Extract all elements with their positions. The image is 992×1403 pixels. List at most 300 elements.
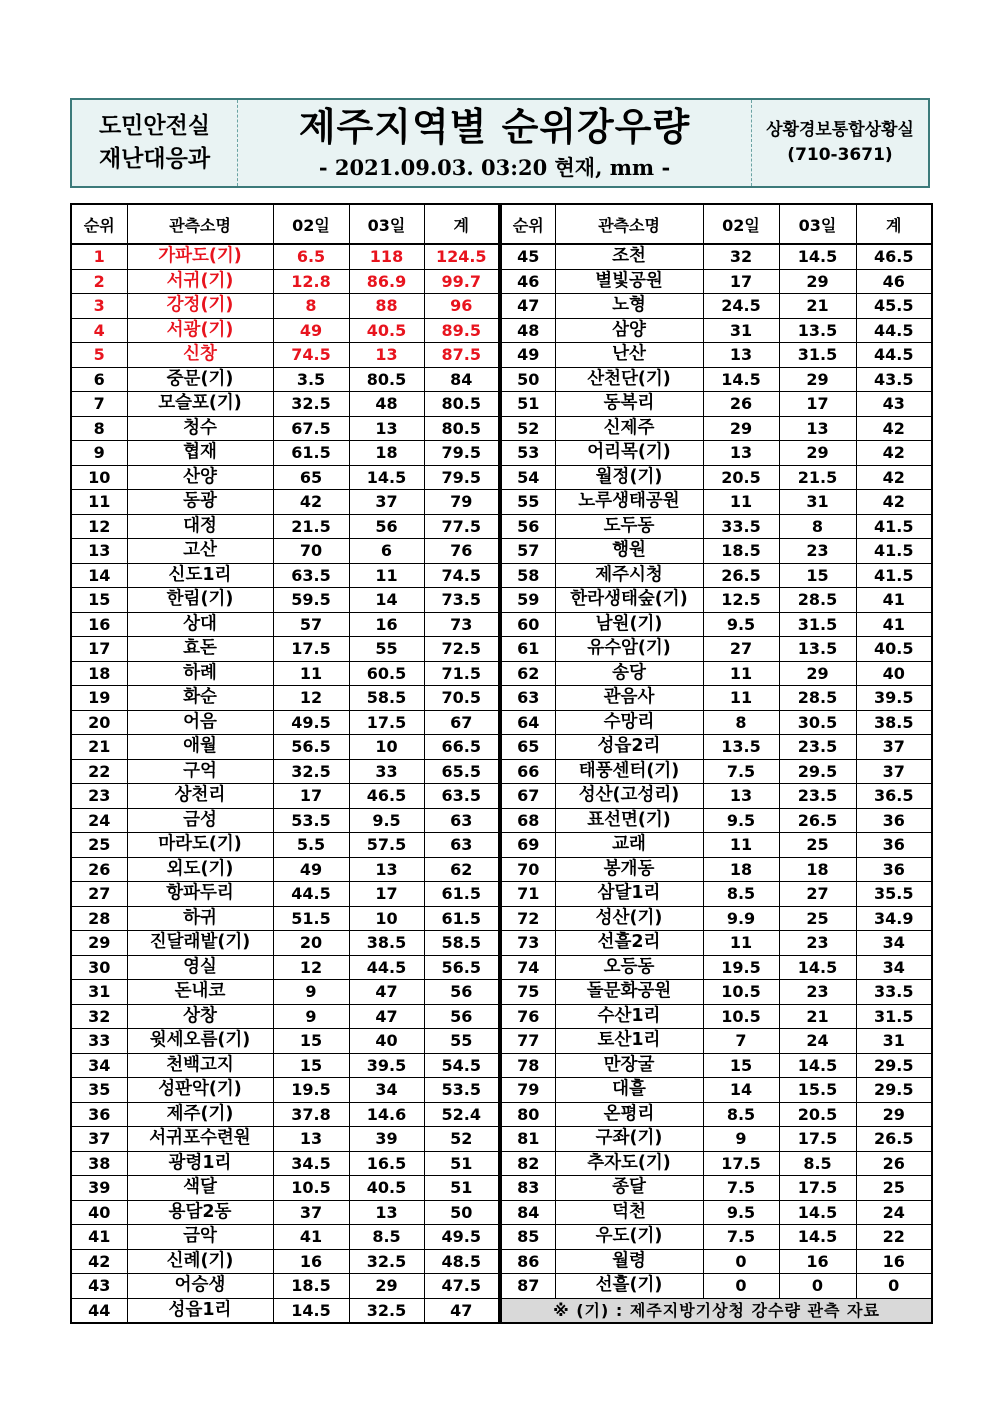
rank-cell: 49 (501, 343, 555, 368)
total-rainfall-cell: 51 (424, 1151, 499, 1176)
table-row (71, 759, 499, 784)
day2-rainfall-cell: 16 (349, 612, 424, 637)
total-rainfall-cell: 67 (424, 710, 499, 735)
station-name-cell: 청수 (127, 416, 273, 441)
table-row (71, 931, 499, 956)
day2-rainfall-cell: 15.5 (779, 1078, 856, 1103)
day2-rainfall-cell: 14.6 (349, 1102, 424, 1127)
table-body-right (501, 244, 932, 1323)
station-name-cell: 덕천 (555, 1200, 703, 1225)
total-rainfall-cell: 36 (856, 857, 932, 882)
table-row (501, 931, 932, 956)
page-title: 제주지역별 순위강우량 (298, 105, 691, 149)
table-row (501, 416, 932, 441)
station-name-cell: 고산 (127, 539, 273, 564)
day2-rainfall-cell: 31.5 (779, 343, 856, 368)
station-name-cell: 온평리 (555, 1102, 703, 1127)
rank-cell: 66 (501, 759, 555, 784)
total-rainfall-cell: 16 (856, 1249, 932, 1274)
total-rainfall-cell: 65.5 (424, 759, 499, 784)
rank-cell: 39 (71, 1176, 127, 1201)
col-day1-header: 02일 (273, 204, 349, 244)
day1-rainfall-cell: 19.5 (703, 955, 779, 980)
total-rainfall-cell: 56 (424, 980, 499, 1005)
total-rainfall-cell: 45.5 (856, 294, 932, 319)
day1-rainfall-cell: 20 (273, 931, 349, 956)
table-row (501, 661, 932, 686)
total-rainfall-cell: 35.5 (856, 882, 932, 907)
table-row (71, 1298, 499, 1323)
rank-cell: 31 (71, 980, 127, 1005)
table-row (71, 588, 499, 613)
total-rainfall-cell: 55 (424, 1029, 499, 1054)
day1-rainfall-cell: 3.5 (273, 367, 349, 392)
rank-cell: 38 (71, 1151, 127, 1176)
day2-rainfall-cell: 17.5 (779, 1176, 856, 1201)
day1-rainfall-cell: 12.8 (273, 269, 349, 294)
day2-rainfall-cell: 48 (349, 392, 424, 417)
station-name-cell: 어리목(기) (555, 441, 703, 466)
day1-rainfall-cell: 27 (703, 637, 779, 662)
day2-rainfall-cell: 46.5 (349, 784, 424, 809)
table-row (501, 1151, 932, 1176)
day2-rainfall-cell: 23 (779, 980, 856, 1005)
total-rainfall-cell: 42 (856, 490, 932, 515)
day2-rainfall-cell: 32.5 (349, 1249, 424, 1274)
day2-rainfall-cell: 29 (349, 1274, 424, 1299)
day2-rainfall-cell: 23.5 (779, 735, 856, 760)
rank-cell: 73 (501, 931, 555, 956)
total-rainfall-cell: 53.5 (424, 1078, 499, 1103)
total-rainfall-cell: 50 (424, 1200, 499, 1225)
day2-rainfall-cell: 26.5 (779, 808, 856, 833)
total-rainfall-cell: 58.5 (424, 931, 499, 956)
total-rainfall-cell: 84 (424, 367, 499, 392)
col-total-header: 계 (424, 204, 499, 244)
station-name-cell: 산천단(기) (555, 367, 703, 392)
table-row (501, 367, 932, 392)
department-line-1: 도민안전실 (98, 113, 211, 139)
rank-cell: 12 (71, 514, 127, 539)
rank-cell: 63 (501, 686, 555, 711)
rank-cell: 23 (71, 784, 127, 809)
total-rainfall-cell: 56 (424, 1004, 499, 1029)
day1-rainfall-cell: 12 (273, 686, 349, 711)
station-name-cell: 월정(기) (555, 465, 703, 490)
rank-cell: 28 (71, 906, 127, 931)
day1-rainfall-cell: 21.5 (273, 514, 349, 539)
day2-rainfall-cell: 13 (349, 857, 424, 882)
total-rainfall-cell: 42 (856, 465, 932, 490)
total-rainfall-cell: 33.5 (856, 980, 932, 1005)
day1-rainfall-cell: 13.5 (703, 735, 779, 760)
day2-rainfall-cell: 27 (779, 882, 856, 907)
total-rainfall-cell: 52 (424, 1127, 499, 1152)
rank-cell: 43 (71, 1274, 127, 1299)
day1-rainfall-cell: 0 (703, 1274, 779, 1299)
day2-rainfall-cell: 44.5 (349, 955, 424, 980)
day2-rainfall-cell: 56 (349, 514, 424, 539)
station-name-cell: 돌문화공원 (555, 980, 703, 1005)
station-name-cell: 천백고지 (127, 1053, 273, 1078)
station-name-cell: 외도(기) (127, 857, 273, 882)
station-name-cell: 우도(기) (555, 1225, 703, 1250)
rank-cell: 67 (501, 784, 555, 809)
station-name-cell: 금악 (127, 1225, 273, 1250)
rank-cell: 68 (501, 808, 555, 833)
rank-cell: 10 (71, 465, 127, 490)
station-name-cell: 수망리 (555, 710, 703, 735)
day2-rainfall-cell: 37 (349, 490, 424, 515)
col-rank-header: 순위 (501, 204, 555, 244)
day2-rainfall-cell: 28.5 (779, 588, 856, 613)
table-row (501, 269, 932, 294)
col-day1-header: 02일 (703, 204, 779, 244)
day1-rainfall-cell: 15 (703, 1053, 779, 1078)
table-row (501, 735, 932, 760)
rank-cell: 5 (71, 343, 127, 368)
total-rainfall-cell: 44.5 (856, 318, 932, 343)
rank-cell: 41 (71, 1225, 127, 1250)
station-name-cell: 화순 (127, 686, 273, 711)
report-header (70, 98, 930, 188)
footnote: ※ (기) : 제주지방기상청 강수량 관측 자료 (501, 1298, 932, 1323)
station-name-cell: 신제주 (555, 416, 703, 441)
table-row (501, 294, 932, 319)
day2-rainfall-cell: 58.5 (349, 686, 424, 711)
station-name-cell: 상창 (127, 1004, 273, 1029)
total-rainfall-cell: 74.5 (424, 563, 499, 588)
total-rainfall-cell: 29.5 (856, 1053, 932, 1078)
day1-rainfall-cell: 18 (703, 857, 779, 882)
station-name-cell: 가파도(기) (127, 244, 273, 269)
total-rainfall-cell: 22 (856, 1225, 932, 1250)
station-name-cell: 협재 (127, 441, 273, 466)
page-subtitle: - 2021.09.03. 03:20 현재, mm - (318, 155, 671, 180)
day2-rainfall-cell: 38.5 (349, 931, 424, 956)
title-block (238, 100, 752, 186)
day2-rainfall-cell: 0 (779, 1274, 856, 1299)
table-row (71, 980, 499, 1005)
department-block (72, 100, 238, 186)
rank-cell: 61 (501, 637, 555, 662)
rank-cell: 21 (71, 735, 127, 760)
day1-rainfall-cell: 44.5 (273, 882, 349, 907)
day2-rainfall-cell: 24 (779, 1029, 856, 1054)
table-header-row (501, 204, 932, 244)
rank-cell: 27 (71, 882, 127, 907)
station-name-cell: 서귀(기) (127, 269, 273, 294)
station-name-cell: 제주시청 (555, 563, 703, 588)
total-rainfall-cell: 34 (856, 955, 932, 980)
day1-rainfall-cell: 9 (273, 980, 349, 1005)
office-phone: (710-3671) (787, 145, 893, 165)
table-row (501, 1274, 932, 1299)
total-rainfall-cell: 79.5 (424, 465, 499, 490)
rank-cell: 56 (501, 514, 555, 539)
total-rainfall-cell: 41.5 (856, 563, 932, 588)
day1-rainfall-cell: 32.5 (273, 392, 349, 417)
rank-cell: 78 (501, 1053, 555, 1078)
day1-rainfall-cell: 10.5 (703, 1004, 779, 1029)
day2-rainfall-cell: 17 (349, 882, 424, 907)
day1-rainfall-cell: 11 (273, 661, 349, 686)
rank-cell: 48 (501, 318, 555, 343)
day2-rainfall-cell: 30.5 (779, 710, 856, 735)
station-name-cell: 신례(기) (127, 1249, 273, 1274)
station-name-cell: 삼달1리 (555, 882, 703, 907)
table-row (71, 612, 499, 637)
day2-rainfall-cell: 28.5 (779, 686, 856, 711)
station-name-cell: 봉개동 (555, 857, 703, 882)
station-name-cell: 추자도(기) (555, 1151, 703, 1176)
station-name-cell: 신도1리 (127, 563, 273, 588)
day1-rainfall-cell: 8 (703, 710, 779, 735)
station-name-cell: 항파두리 (127, 882, 273, 907)
day2-rainfall-cell: 29 (779, 367, 856, 392)
total-rainfall-cell: 38.5 (856, 710, 932, 735)
rank-cell: 6 (71, 367, 127, 392)
day2-rainfall-cell: 8.5 (779, 1151, 856, 1176)
table-row (501, 490, 932, 515)
rank-cell: 19 (71, 686, 127, 711)
day1-rainfall-cell: 9 (703, 1127, 779, 1152)
rank-cell: 1 (71, 244, 127, 269)
rank-cell: 37 (71, 1127, 127, 1152)
rank-cell: 83 (501, 1176, 555, 1201)
table-row (501, 539, 932, 564)
day1-rainfall-cell: 31 (703, 318, 779, 343)
table-row (71, 857, 499, 882)
table-row (501, 1004, 932, 1029)
day1-rainfall-cell: 63.5 (273, 563, 349, 588)
station-name-cell: 어음 (127, 710, 273, 735)
table-row (501, 588, 932, 613)
day1-rainfall-cell: 11 (703, 490, 779, 515)
day1-rainfall-cell: 11 (703, 931, 779, 956)
table-row (501, 955, 932, 980)
rank-cell: 62 (501, 661, 555, 686)
total-rainfall-cell: 43.5 (856, 367, 932, 392)
table-row (71, 1200, 499, 1225)
station-name-cell: 노루생태공원 (555, 490, 703, 515)
rank-cell: 81 (501, 1127, 555, 1152)
day2-rainfall-cell: 18 (349, 441, 424, 466)
day2-rainfall-cell: 14.5 (779, 244, 856, 269)
station-name-cell: 윗세오름(기) (127, 1029, 273, 1054)
table-row (71, 392, 499, 417)
rank-cell: 59 (501, 588, 555, 613)
station-name-cell: 마라도(기) (127, 833, 273, 858)
station-name-cell: 노형 (555, 294, 703, 319)
day2-rainfall-cell: 14.5 (779, 955, 856, 980)
total-rainfall-cell: 124.5 (424, 244, 499, 269)
station-name-cell: 하례 (127, 661, 273, 686)
rank-cell: 32 (71, 1004, 127, 1029)
day1-rainfall-cell: 53.5 (273, 808, 349, 833)
total-rainfall-cell: 73 (424, 612, 499, 637)
table-row (71, 539, 499, 564)
day2-rainfall-cell: 80.5 (349, 367, 424, 392)
day2-rainfall-cell: 13 (779, 416, 856, 441)
day2-rainfall-cell: 40.5 (349, 318, 424, 343)
office-block (752, 100, 928, 186)
total-rainfall-cell: 99.7 (424, 269, 499, 294)
rank-cell: 72 (501, 906, 555, 931)
day1-rainfall-cell: 9.5 (703, 1200, 779, 1225)
day1-rainfall-cell: 33.5 (703, 514, 779, 539)
table-row (71, 514, 499, 539)
station-name-cell: 신창 (127, 343, 273, 368)
col-day2-header: 03일 (779, 204, 856, 244)
total-rainfall-cell: 79.5 (424, 441, 499, 466)
rank-cell: 35 (71, 1078, 127, 1103)
station-name-cell: 상대 (127, 612, 273, 637)
day1-rainfall-cell: 14 (703, 1078, 779, 1103)
table-row (71, 1004, 499, 1029)
day2-rainfall-cell: 31.5 (779, 612, 856, 637)
day1-rainfall-cell: 20.5 (703, 465, 779, 490)
rank-cell: 18 (71, 661, 127, 686)
rank-cell: 82 (501, 1151, 555, 1176)
station-name-cell: 태풍센터(기) (555, 759, 703, 784)
rank-cell: 76 (501, 1004, 555, 1029)
day1-rainfall-cell: 17.5 (273, 637, 349, 662)
table-row (501, 857, 932, 882)
table-row (71, 367, 499, 392)
day1-rainfall-cell: 9.5 (703, 808, 779, 833)
day1-rainfall-cell: 12.5 (703, 588, 779, 613)
table-row (71, 955, 499, 980)
table-row (71, 465, 499, 490)
day1-rainfall-cell: 26.5 (703, 563, 779, 588)
table-row (501, 392, 932, 417)
station-name-cell: 강정(기) (127, 294, 273, 319)
total-rainfall-cell: 51 (424, 1176, 499, 1201)
rank-cell: 24 (71, 808, 127, 833)
table-row (501, 1127, 932, 1152)
station-name-cell: 행원 (555, 539, 703, 564)
table-body-left (71, 244, 499, 1323)
total-rainfall-cell: 73.5 (424, 588, 499, 613)
table-row (71, 1127, 499, 1152)
day1-rainfall-cell: 14.5 (273, 1298, 349, 1323)
station-name-cell: 금성 (127, 808, 273, 833)
table-row (71, 735, 499, 760)
station-name-cell: 서광(기) (127, 318, 273, 343)
day2-rainfall-cell: 47 (349, 1004, 424, 1029)
rank-cell: 17 (71, 637, 127, 662)
station-name-cell: 난산 (555, 343, 703, 368)
total-rainfall-cell: 24 (856, 1200, 932, 1225)
total-rainfall-cell: 39.5 (856, 686, 932, 711)
total-rainfall-cell: 31 (856, 1029, 932, 1054)
rank-cell: 80 (501, 1102, 555, 1127)
station-name-cell: 선흘(기) (555, 1274, 703, 1299)
day1-rainfall-cell: 8.5 (703, 882, 779, 907)
day2-rainfall-cell: 14.5 (349, 465, 424, 490)
rank-cell: 14 (71, 563, 127, 588)
day1-rainfall-cell: 32 (703, 244, 779, 269)
day1-rainfall-cell: 49 (273, 857, 349, 882)
total-rainfall-cell: 37 (856, 735, 932, 760)
rank-cell: 65 (501, 735, 555, 760)
rank-cell: 69 (501, 833, 555, 858)
rank-cell: 47 (501, 294, 555, 319)
station-name-cell: 성판악(기) (127, 1078, 273, 1103)
table-row (501, 318, 932, 343)
table-row (71, 416, 499, 441)
total-rainfall-cell: 87.5 (424, 343, 499, 368)
total-rainfall-cell: 71.5 (424, 661, 499, 686)
table-row (71, 808, 499, 833)
station-name-cell: 표선면(기) (555, 808, 703, 833)
total-rainfall-cell: 41 (856, 612, 932, 637)
total-rainfall-cell: 63 (424, 808, 499, 833)
station-name-cell: 영실 (127, 955, 273, 980)
day1-rainfall-cell: 11 (703, 661, 779, 686)
station-name-cell: 한림(기) (127, 588, 273, 613)
table-row (501, 1078, 932, 1103)
rank-cell: 33 (71, 1029, 127, 1054)
table-row (71, 710, 499, 735)
total-rainfall-cell: 29.5 (856, 1078, 932, 1103)
day2-rainfall-cell: 39 (349, 1127, 424, 1152)
day1-rainfall-cell: 8.5 (703, 1102, 779, 1127)
rank-cell: 25 (71, 833, 127, 858)
day2-rainfall-cell: 40.5 (349, 1176, 424, 1201)
rank-cell: 4 (71, 318, 127, 343)
day1-rainfall-cell: 10.5 (273, 1176, 349, 1201)
total-rainfall-cell: 79 (424, 490, 499, 515)
station-name-cell: 남원(기) (555, 612, 703, 637)
day2-rainfall-cell: 21.5 (779, 465, 856, 490)
table-row (71, 882, 499, 907)
table-row (501, 1249, 932, 1274)
table-row (501, 637, 932, 662)
day2-rainfall-cell: 13 (349, 1200, 424, 1225)
day1-rainfall-cell: 34.5 (273, 1151, 349, 1176)
day2-rainfall-cell: 29 (779, 441, 856, 466)
day2-rainfall-cell: 118 (349, 244, 424, 269)
table-row (501, 882, 932, 907)
rank-cell: 34 (71, 1053, 127, 1078)
station-name-cell: 도두동 (555, 514, 703, 539)
rank-cell: 79 (501, 1078, 555, 1103)
total-rainfall-cell: 80.5 (424, 392, 499, 417)
station-name-cell: 별빛공원 (555, 269, 703, 294)
station-name-cell: 모슬포(기) (127, 392, 273, 417)
table-row (71, 784, 499, 809)
rank-cell: 30 (71, 955, 127, 980)
col-day2-header: 03일 (349, 204, 424, 244)
table-row (71, 906, 499, 931)
table-row (71, 1151, 499, 1176)
day1-rainfall-cell: 12 (273, 955, 349, 980)
rank-cell: 16 (71, 612, 127, 637)
table-row (501, 343, 932, 368)
total-rainfall-cell: 36 (856, 808, 932, 833)
table-row (501, 906, 932, 931)
day2-rainfall-cell: 17.5 (779, 1127, 856, 1152)
total-rainfall-cell: 42 (856, 441, 932, 466)
table-row (501, 759, 932, 784)
day2-rainfall-cell: 16.5 (349, 1151, 424, 1176)
total-rainfall-cell: 89.5 (424, 318, 499, 343)
station-name-cell: 월령 (555, 1249, 703, 1274)
table-row (501, 563, 932, 588)
day1-rainfall-cell: 17.5 (703, 1151, 779, 1176)
